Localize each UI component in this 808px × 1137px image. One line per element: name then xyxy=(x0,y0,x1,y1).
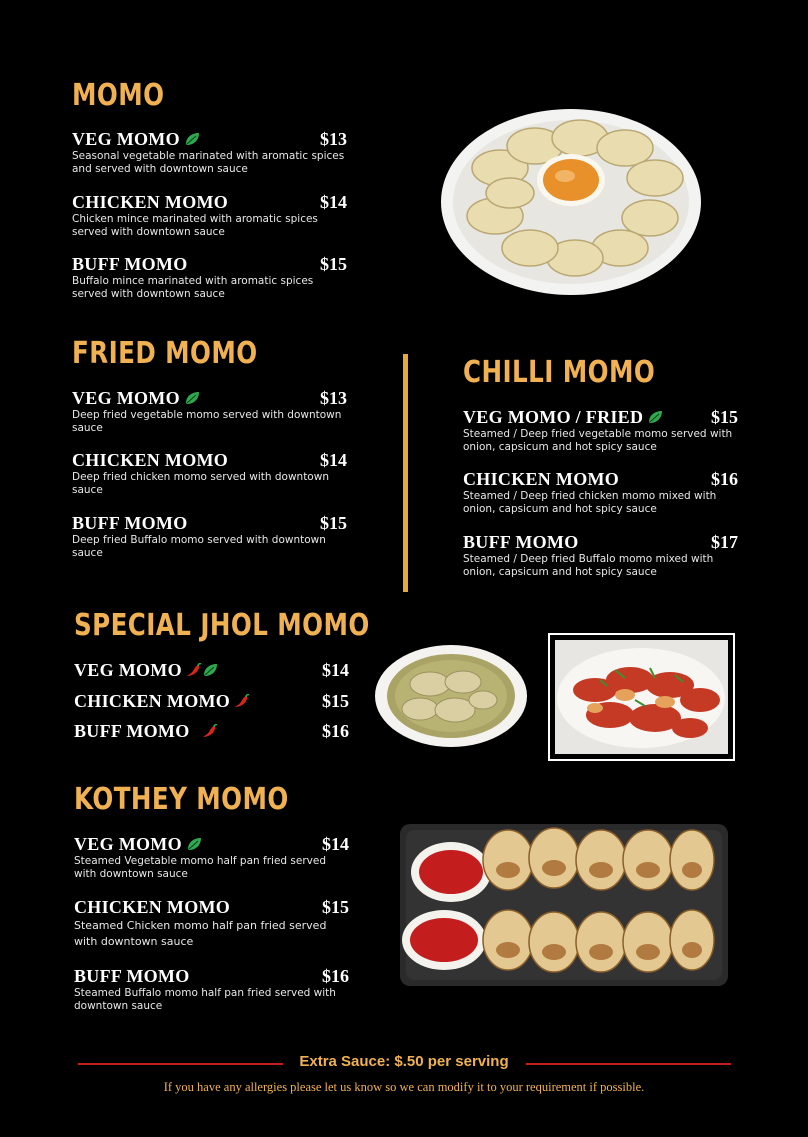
item-name: BUFF MOMO xyxy=(72,253,188,274)
menu-item-kothey-veg xyxy=(74,834,349,880)
menu-item-chilli-chicken xyxy=(463,469,738,515)
item-price: $15 xyxy=(320,512,347,533)
section-title-kothey: KOTHEY MOMO xyxy=(74,782,289,817)
item-description: Steamed Buffalo momo half pan fried served with downtown sauce xyxy=(74,987,336,1012)
item-name: CHICKEN MOMO xyxy=(72,449,229,470)
leaf-icon xyxy=(647,410,663,424)
item-price: $16 xyxy=(711,468,738,489)
section-title-fried: FRIED MOMO xyxy=(72,336,258,371)
menu-item-momo-veg xyxy=(72,129,347,175)
item-description: Deep fried chicken momo served with downtown sauce xyxy=(72,471,329,496)
leaf-icon xyxy=(186,837,202,851)
item-description: Steamed Chicken momo half pan fried served with downtown sauce xyxy=(74,919,327,948)
menu-item-chilli-buff xyxy=(463,532,738,578)
item-description: Seasonal vegetable marinated with aromatic spices and served with downtown sauce xyxy=(72,150,345,175)
item-name: CHICKEN MOMO xyxy=(74,690,231,711)
item-name: BUFF MOMO xyxy=(463,531,579,552)
item-price: $16 xyxy=(322,720,349,741)
item-description: Chicken mince marinated with aromatic spices served with downtown sauce xyxy=(72,213,318,238)
item-price: $13 xyxy=(320,128,347,149)
item-price: $15 xyxy=(711,406,738,427)
item-name: BUFF MOMO xyxy=(74,965,190,986)
item-name: VEG MOMO xyxy=(72,128,180,149)
section-title-momo: MOMO xyxy=(72,78,165,113)
leaf-icon xyxy=(184,132,200,146)
chilli-momo-photo xyxy=(548,633,735,761)
menu-item-momo-buff xyxy=(72,254,347,300)
item-price: $15 xyxy=(322,896,349,917)
item-price: $14 xyxy=(320,449,347,470)
extra-sauce-text: Extra Sauce: $.50 per serving xyxy=(293,1053,514,1070)
extra-sauce-note xyxy=(0,1053,808,1070)
item-description: Steamed / Deep fried vegetable momo served with onion, capsicum and hot spicy sauce xyxy=(463,428,733,453)
menu-item-jhol-buff xyxy=(74,721,349,741)
item-name: BUFF MOMO xyxy=(74,720,190,741)
item-name: VEG MOMO / FRIED xyxy=(463,406,644,427)
item-price: $15 xyxy=(322,690,349,711)
item-price: $16 xyxy=(322,965,349,986)
allergy-note: If you have any allergies please let us know so we can modify it to your requirement if possible. xyxy=(163,1080,645,1094)
item-price: $13 xyxy=(320,387,347,408)
item-price: $14 xyxy=(322,833,349,854)
menu-item-chilli-veg xyxy=(463,407,738,453)
item-name: VEG MOMO xyxy=(74,659,182,680)
chili-icon xyxy=(186,663,202,677)
item-description: Steamed / Deep fried Buffalo momo mixed with onion, capsicum and hot spicy sauce xyxy=(463,553,714,578)
item-name: VEG MOMO xyxy=(74,833,182,854)
item-name: CHICKEN MOMO xyxy=(72,191,229,212)
chili-icon xyxy=(234,694,250,708)
column-divider xyxy=(403,354,408,592)
item-description: Steamed Vegetable momo half pan fried served with downtown sauce xyxy=(74,855,327,880)
item-description: Buffalo mince marinated with aromatic spices served with downtown sauce xyxy=(72,275,314,300)
item-description: Steamed / Deep fried chicken momo mixed with onion, capsicum and hot spicy sauce xyxy=(463,490,717,515)
section-title-chilli: CHILLI MOMO xyxy=(463,355,656,390)
menu-item-momo-chicken xyxy=(72,192,347,238)
section-title-jhol: SPECIAL JHOL MOMO xyxy=(74,608,370,643)
steamed-momo-photo xyxy=(440,108,702,296)
item-price: $17 xyxy=(711,531,738,552)
jhol-momo-photo xyxy=(375,644,528,748)
item-price: $15 xyxy=(320,253,347,274)
menu-item-kothey-chicken xyxy=(74,897,349,950)
leaf-icon xyxy=(184,391,200,405)
item-description: Deep fried Buffalo momo served with downtown sauce xyxy=(72,534,326,559)
item-price: $14 xyxy=(322,659,349,680)
item-name: VEG MOMO xyxy=(72,387,180,408)
menu-item-jhol-chicken xyxy=(74,691,349,711)
item-name: CHICKEN MOMO xyxy=(74,896,231,917)
item-name: BUFF MOMO xyxy=(72,512,188,533)
menu-item-jhol-veg xyxy=(74,660,349,680)
item-price: $14 xyxy=(320,191,347,212)
menu-item-kothey-buff xyxy=(74,966,349,1012)
item-description: Deep fried vegetable momo served with downtown sauce xyxy=(72,409,342,434)
item-name: CHICKEN MOMO xyxy=(463,468,620,489)
menu-item-fried-buff xyxy=(72,513,347,559)
leaf-icon xyxy=(202,663,218,677)
chili-icon xyxy=(202,724,218,738)
menu-item-fried-chicken xyxy=(72,450,347,496)
kothey-momo-photo xyxy=(396,820,732,990)
menu-item-fried-veg xyxy=(72,388,347,434)
